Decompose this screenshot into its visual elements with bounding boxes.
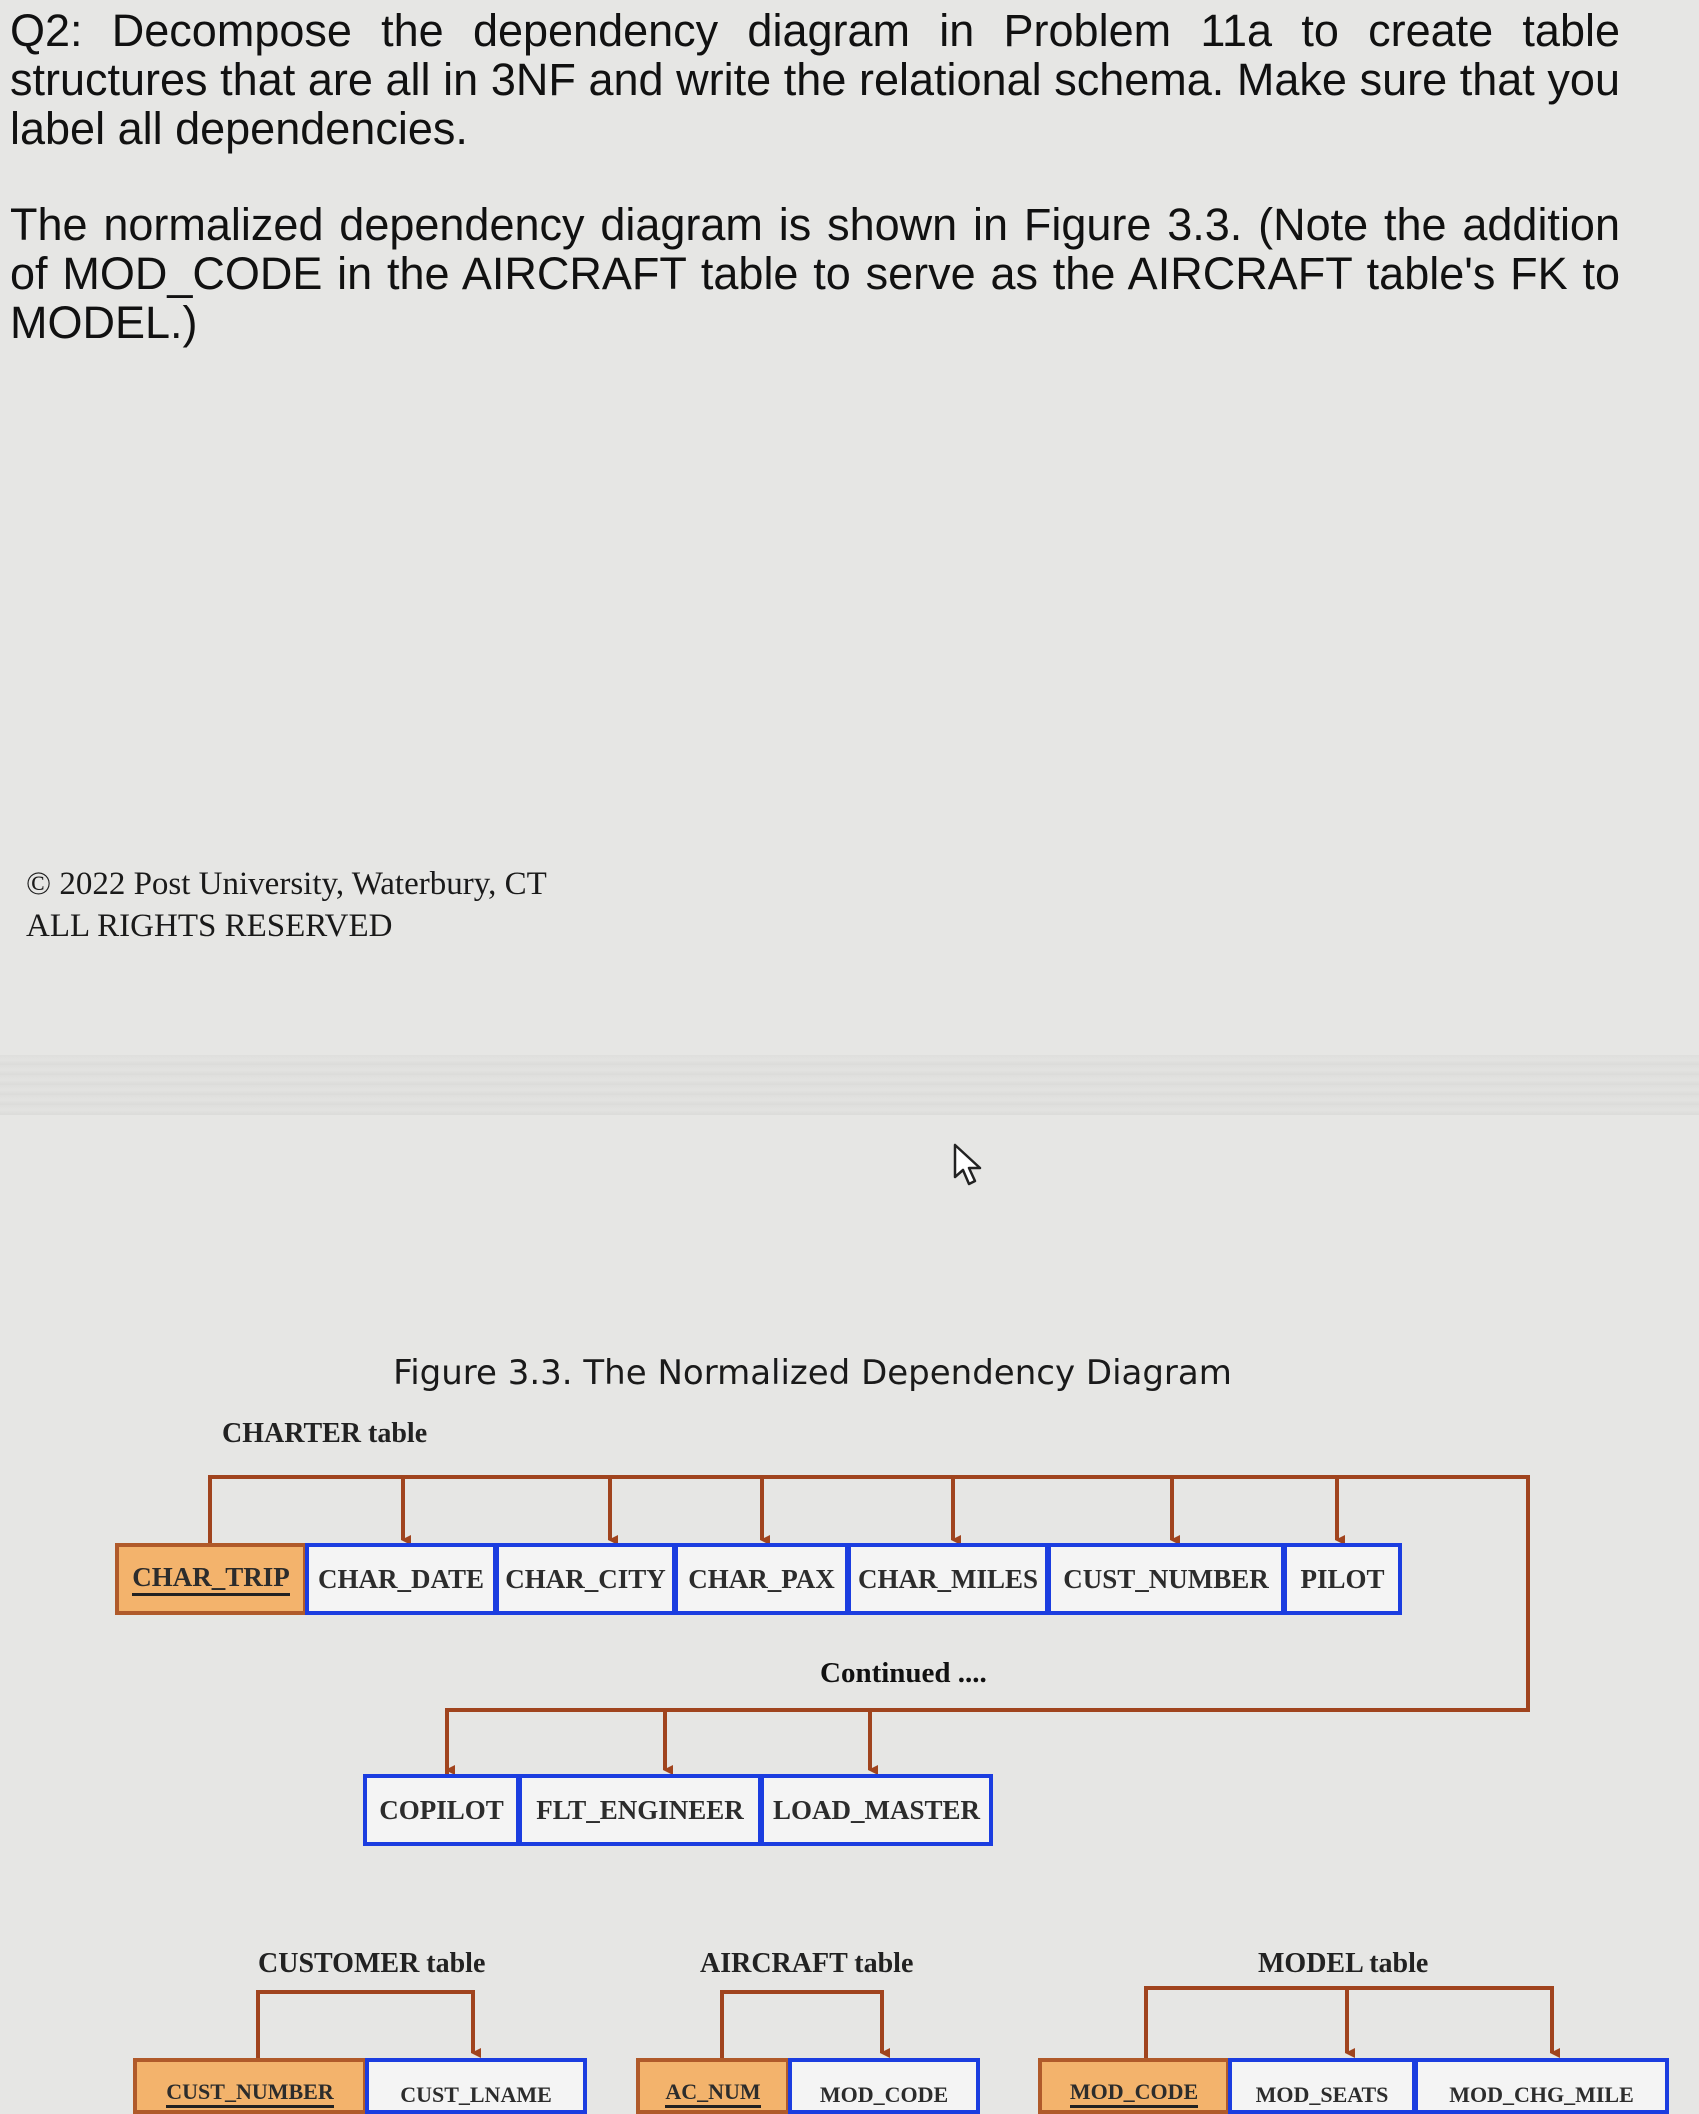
charter-field-char-trip xyxy=(115,1543,307,1615)
rights-line: ALL RIGHTS RESERVED xyxy=(26,908,393,944)
charter-field-char-city: CHAR_CITY xyxy=(495,1543,676,1615)
charter-field-char-miles: CHAR_MILES xyxy=(847,1543,1049,1615)
answer-text: The normalized dependency diagram is shown in Figure 3.3. (Note the addition of MOD_CODE in the AIRCRAFT table to serve as the AIRCRAFT table's FK to MODEL.) xyxy=(10,199,1620,348)
aircraft-table-label: AIRCRAFT table xyxy=(700,1948,914,1979)
aircraft-field-ac-num xyxy=(636,2058,790,2114)
charter-field-load-master: LOAD_MASTER xyxy=(760,1774,993,1846)
charter-field-flt-engineer: FLT_ENGINEER xyxy=(518,1774,762,1846)
aircraft-field-mod-code: MOD_CODE xyxy=(788,2058,980,2114)
model-table-label: MODEL table xyxy=(1258,1948,1429,1979)
charter-table-label: CHARTER table xyxy=(222,1418,428,1449)
customer-table-label: CUSTOMER table xyxy=(258,1948,486,1979)
charter-field-cust-number: CUST_NUMBER xyxy=(1047,1543,1285,1615)
model-field-mod-chg-mile: MOD_CHG_MILE xyxy=(1414,2058,1669,2114)
field-label: AC_NUM xyxy=(665,2079,760,2108)
charter-field-copilot: COPILOT xyxy=(363,1774,520,1846)
field-label: MOD_CODE xyxy=(1070,2079,1198,2108)
model-field-mod-code xyxy=(1038,2058,1230,2114)
model-field-mod-seats: MOD_SEATS xyxy=(1228,2058,1416,2114)
charter-field-char-date: CHAR_DATE xyxy=(305,1543,497,1615)
charter-field-char-pax: CHAR_PAX xyxy=(674,1543,849,1615)
customer-field-cust-lname: CUST_LNAME xyxy=(365,2058,587,2114)
continued-label: Continued .... xyxy=(820,1657,987,1689)
copyright-line: © 2022 Post University, Waterbury, CT xyxy=(26,866,547,902)
customer-field-cust-number xyxy=(133,2058,367,2114)
field-label: CUST_NUMBER xyxy=(166,2079,333,2108)
question-text: Q2: Decompose the dependency diagram in Problem 11a to create table structures that are all in 3NF and write the relational schema. Make sure that you label all dependencies. xyxy=(10,5,1620,154)
figure-title: Figure 3.3. The Normalized Dependency Diagram xyxy=(393,1353,1232,1393)
charter-field-pilot: PILOT xyxy=(1283,1543,1402,1615)
field-label: CHAR_TRIP xyxy=(132,1562,290,1596)
